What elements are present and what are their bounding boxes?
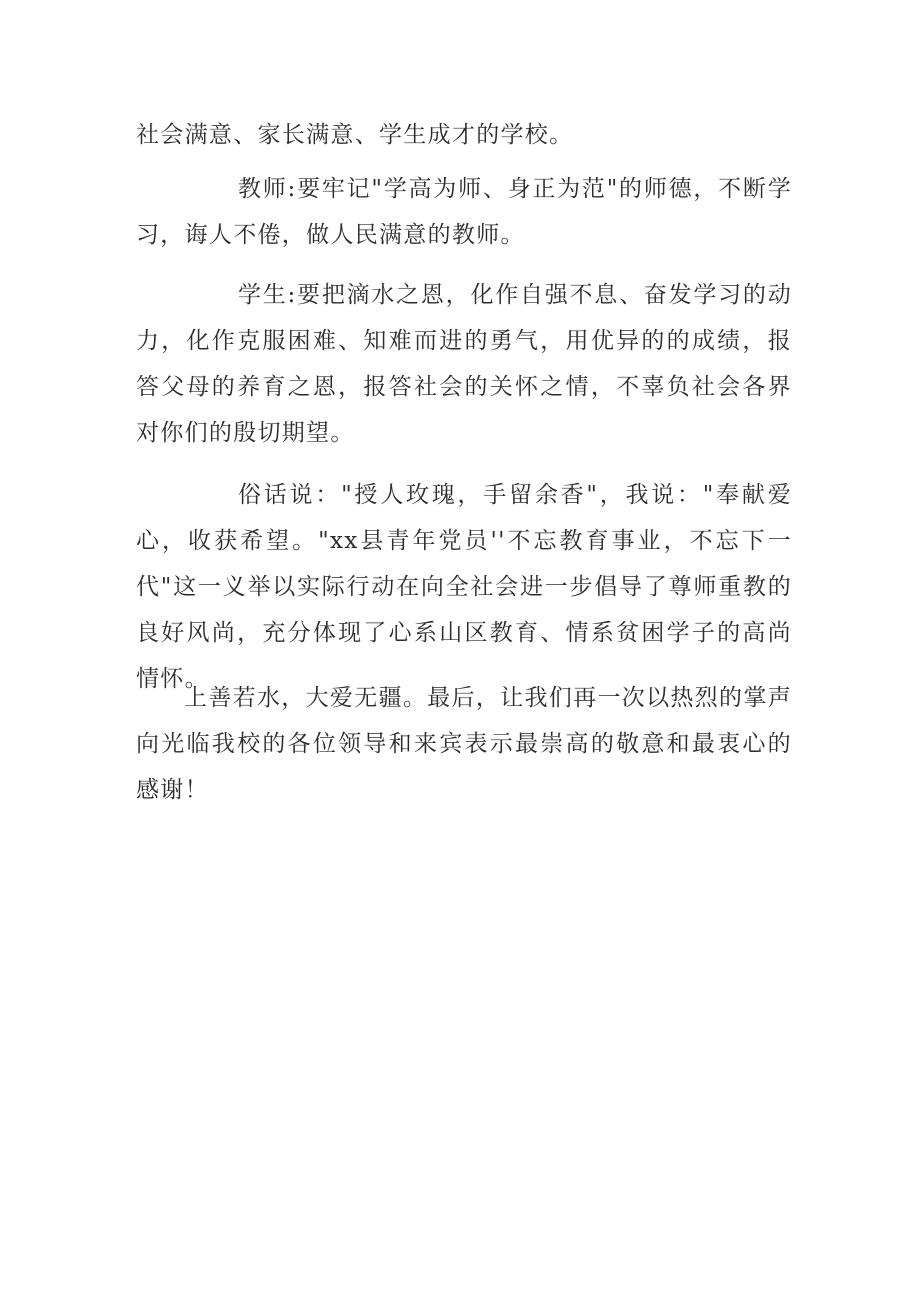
paragraph-students: 学生:要把滴水之恩，化作自强不息、奋发学习的动力，化作克服困难、知难而进的勇气，用优异的的成绩，报答父母的养育之恩，报答社会的关怀之情，不辜负社会各界对你们的殷切期望。 (136, 282, 792, 446)
paragraph-school-closing: 社会满意、家长满意、学生成才的学校。 (136, 122, 574, 148)
paragraph-proverb: 俗话说："授人玫瑰，手留余香"，我说："奉献爱心，收获希望。"xx县青年党员''不忘教育事业，不忘下一代"这一义举以实际行动在向全社会进一步倡导了尊师重教的良好风尚，充分体现了心系山区教育、情系贫困学子的高尚情怀。 (136, 482, 792, 692)
paragraph-teachers: 教师:要牢记"学高为师、身正为范"的师德，不断学习，诲人不倦，做人民满意的教师。 (136, 176, 792, 248)
paragraph-conclusion: 上善若水，大爱无疆。最后，让我们再一次以热烈的掌声向光临我校的各位领导和来宾表示最崇高的敬意和最衷心的感谢！ (136, 685, 792, 803)
